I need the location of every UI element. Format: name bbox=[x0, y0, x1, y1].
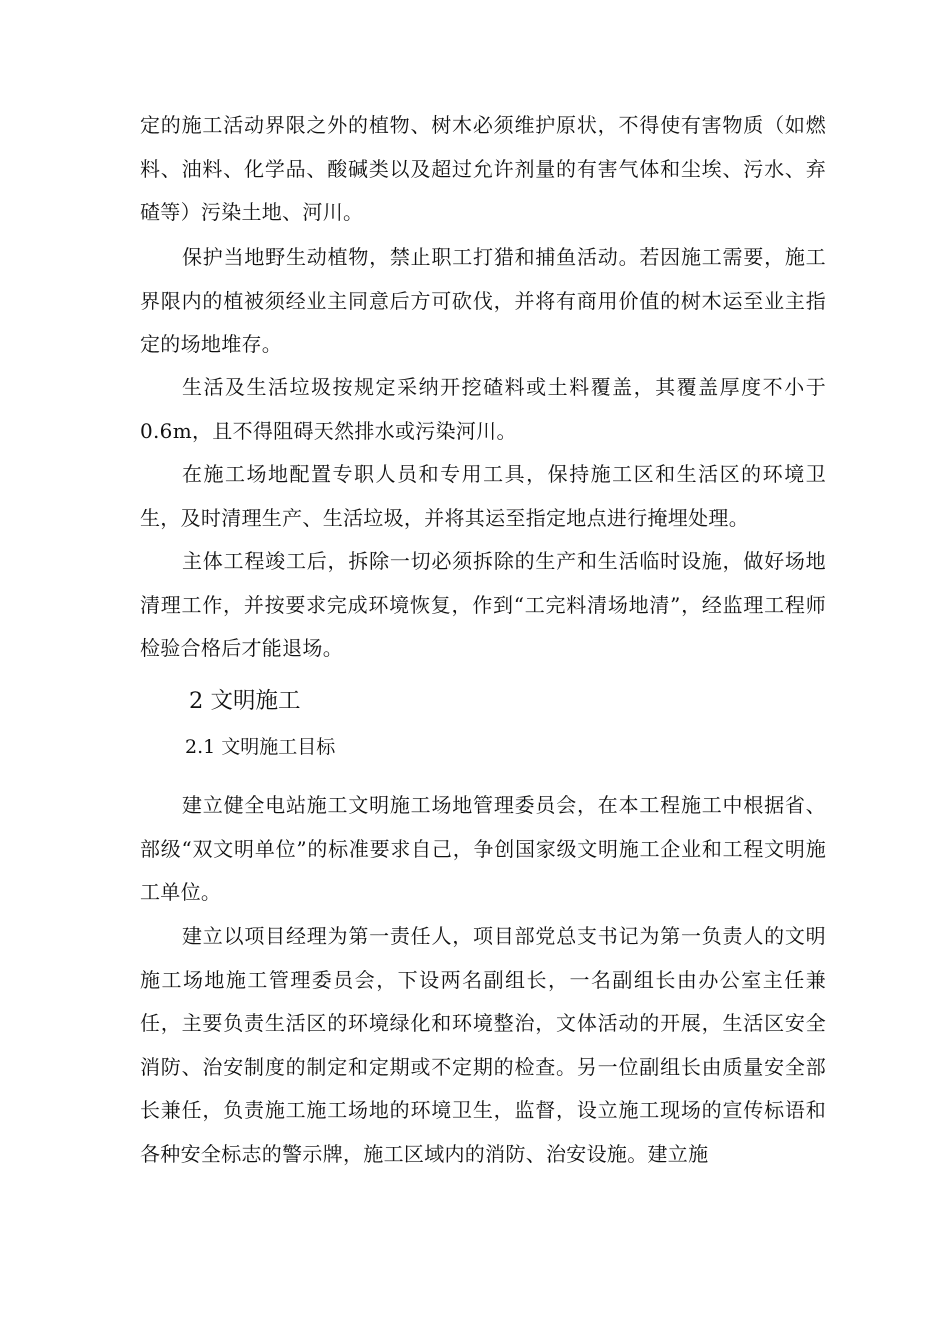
paragraph-management-committee: 建立健全电站施工文明施工场地管理委员会，在本工程施工中根据省、部级“双文明单位”的标准要求自己，争创国家级文明施工企业和工程文明施工单位。 bbox=[140, 793, 826, 904]
subsection-title: 2.1 文明施工目标 bbox=[185, 736, 336, 758]
paragraph-pollution-control: 定的施工活动界限之外的植物、树木必须维护原状，不得使有害物质（如燃料、油料、化学品、酸碱类以及超过允许剂量的有害气体和尘埃、污水、弃碴等）污染土地、河川。 bbox=[140, 113, 826, 224]
paragraph-site-sanitation: 在施工场地配置专职人员和专用工具，保持施工区和生活区的环境卫生，及时清理生产、生活垃圾，并将其运至指定地点进行掩埋处理。 bbox=[140, 462, 826, 530]
section-title: 2 文明施工 bbox=[189, 688, 301, 714]
paragraph-waste-covering: 生活及生活垃圾按规定采纳开挖碴料或土料覆盖，其覆盖厚度不小于0.6m，且不得阻碍天然排水或污染河川。 bbox=[140, 375, 826, 443]
paragraph-wildlife-protection: 保护当地野生动植物，禁止职工打猎和捕鱼活动。若因施工需要，施工界限内的植被须经业主同意后方可砍伐，并将有商用价值的树木运至业主指定的场地堆存。 bbox=[140, 245, 826, 356]
paragraph-responsibility-structure: 建立以项目经理为第一责任人，项目部党总支书记为第一负责人的文明施工场地施工管理委员会，下设两名副组长，一名副组长由办公室主任兼任，主要负责生活区的环境绿化和环境整治，文体活动的开展，生活区安全消防、治安制度的制定和定期或不定期的检查。另一位副组长由质量安全部长兼任，负责施工施工场地的环境卫生，监督，设立施工现场的宣传标语和各种安全标志的警示牌，施工区域内的消防、治安设施。建立施 bbox=[140, 924, 826, 1166]
paragraph-site-clearance: 主体工程竣工后，拆除一切必须拆除的生产和生活临时设施，做好场地清理工作，并按要求完成环境恢复，作到“工完料清场地清”，经监理工程师检验合格后才能退场。 bbox=[140, 549, 826, 660]
